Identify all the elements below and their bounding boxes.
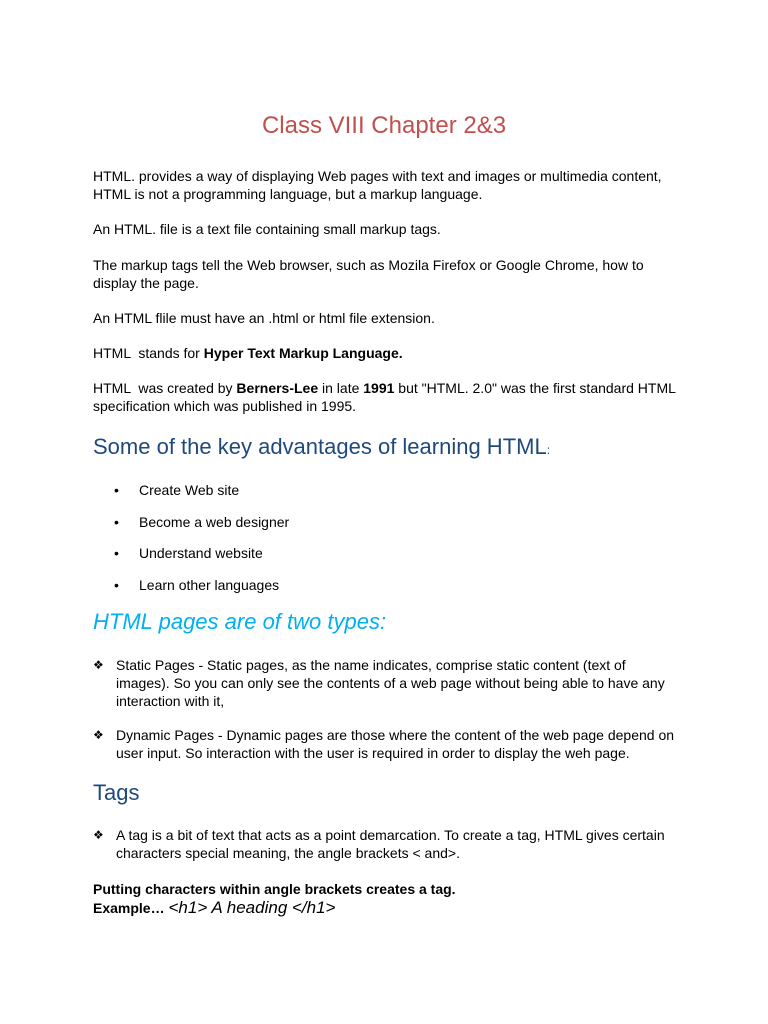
advantage-label: Learn other languages	[139, 577, 280, 593]
advantage-label: Understand website	[139, 545, 263, 561]
advantages-heading-text: Some of the key advantages of learning HTML	[93, 434, 547, 459]
advantages-heading-colon: :	[546, 443, 551, 457]
page-title: Class VIII Chapter 2&3	[261, 112, 507, 139]
in-late-text: in late	[318, 380, 364, 396]
example-line	[93, 899, 336, 917]
advantages-heading	[93, 433, 550, 464]
html-stands-for-text: HTML stands for	[93, 345, 204, 361]
html-full-form: Hyper Text Markup Language.	[203, 345, 403, 361]
intro-paragraph-6	[93, 379, 683, 415]
bullet-icon: •	[114, 514, 119, 530]
example-label: Example…	[93, 900, 169, 916]
advantage-label: Become a web designer	[139, 514, 290, 530]
bullet-icon: •	[114, 545, 119, 561]
intro-paragraph-4: An HTML flile must have an .html or html file extension.	[93, 310, 435, 326]
creation-year: 1991	[363, 380, 395, 396]
example-code: <h1> A heading </h1>	[168, 898, 336, 917]
diamond-bullet-icon: ❖	[93, 728, 104, 742]
page-types-heading: HTML pages are of two types:	[93, 609, 387, 634]
tag-definition-text: A tag is a bit of text that acts as a point demarcation. To create a tag, HTML gives certain characters special meaning, the angle brackets < and>.	[116, 827, 665, 861]
diamond-bullet-icon: ❖	[93, 658, 104, 672]
intro-paragraph-3: The markup tags tell the Web browser, such as Mozila Firefox or Google Chrome, how to display the page.	[93, 257, 644, 291]
dynamic-pages-text: Dynamic Pages - Dynamic pages are those where the content of the web page depend on user input. So interaction with the user is required in order to display the weh page.	[116, 727, 675, 761]
intro-paragraph-2: An HTML. file is a text file containing small markup tags.	[93, 221, 441, 237]
static-pages-text: Static Pages - Static pages, as the name indicates, comprise static content (text of images). So you can only see the contents of a web page without being able to have any interaction with it,	[116, 657, 665, 709]
list-item	[93, 826, 683, 862]
tags-heading: Tags	[93, 780, 140, 805]
tag-rule-text: Putting characters within angle brackets creates a tag.	[93, 881, 456, 897]
standard-text: but "HTML. 2.0" was the first standard HTML specification which was published in 1995.	[93, 380, 676, 414]
creator-name: Berners-Lee	[236, 380, 319, 396]
list-item	[93, 656, 683, 710]
intro-paragraph-5	[93, 344, 683, 362]
bullet-icon: •	[114, 577, 119, 593]
list-item	[93, 726, 683, 762]
created-by-text: HTML was created by	[93, 380, 237, 396]
advantage-label: Create Web site	[139, 482, 240, 498]
diamond-bullet-icon: ❖	[93, 828, 104, 842]
bullet-icon: •	[114, 482, 119, 498]
intro-paragraph-1: HTML. provides a way of displaying Web pages with text and images or multimedia content, HTML is not a programming language, but a markup language.	[93, 168, 662, 202]
